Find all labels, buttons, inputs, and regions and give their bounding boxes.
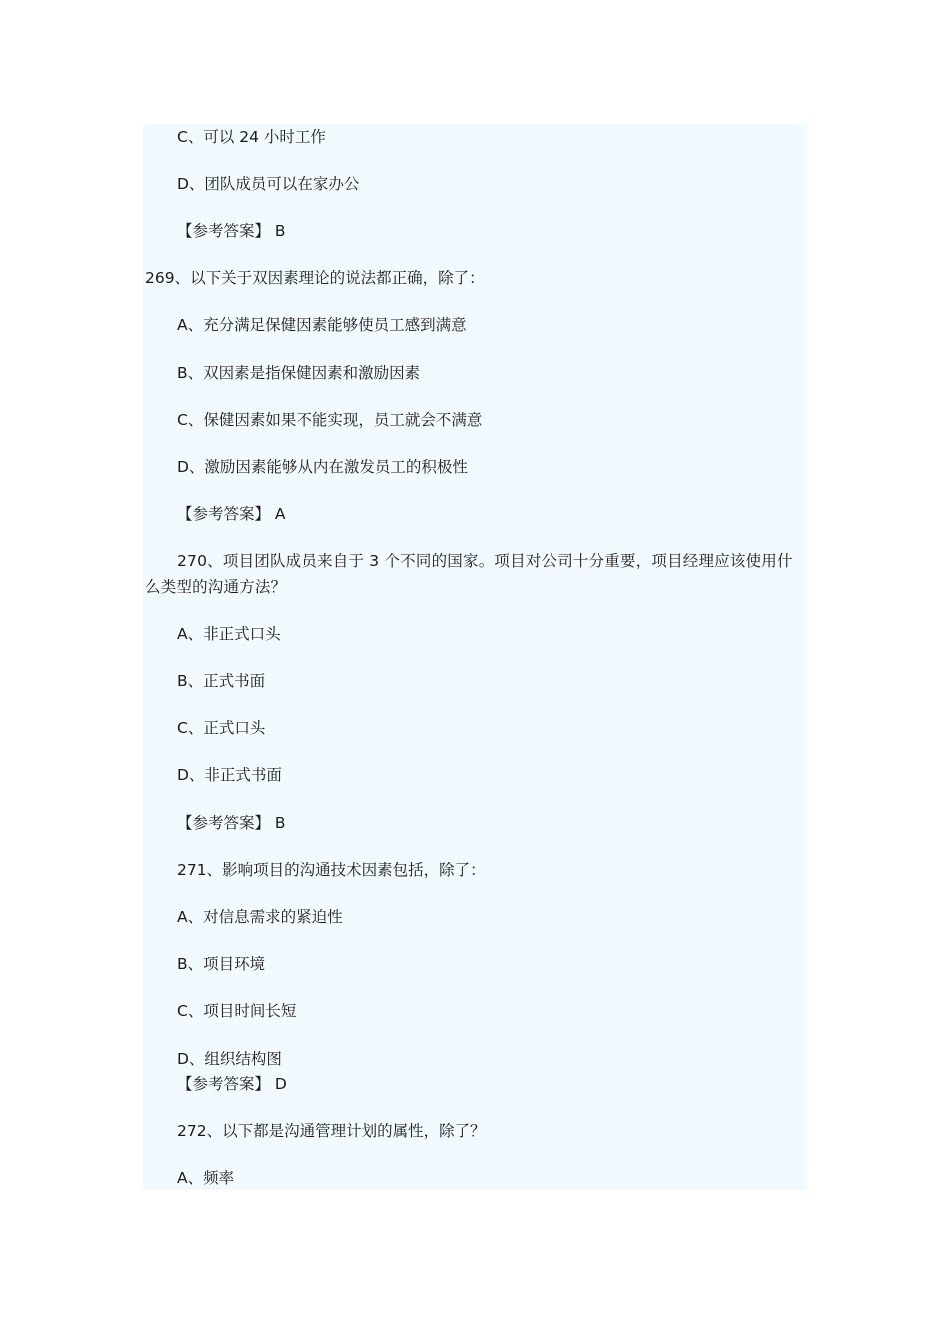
option-a: A、充分满足保健因素能够使员工感到满意 [177, 316, 467, 334]
question-272: 272、以下都是沟通管理计划的属性，除了？ [177, 1122, 486, 1140]
option-a: A、频率 [177, 1169, 235, 1187]
option-b: B、项目环境 [177, 955, 266, 973]
option-a: A、对信息需求的紧迫性 [177, 908, 343, 926]
answer-line: 【参考答案】 A [177, 505, 286, 523]
question-270: 270、项目团队成员来自于 3 个不同的国家。项目对公司十分重要，项目经理应该使用什么类型的沟通方法？ [145, 552, 793, 596]
option-c: C、正式口头 [177, 719, 266, 737]
option-d: D、非正式书面 [177, 766, 282, 784]
option-c: C、项目时间长短 [177, 1002, 297, 1020]
option-a: A、非正式口头 [177, 625, 281, 643]
option-b: B、双因素是指保健因素和激励因素 [177, 364, 421, 382]
question-271: 271、影响项目的沟通技术因素包括，除了： [177, 861, 486, 879]
answer-line: 【参考答案】 D [177, 1075, 287, 1093]
option-c: C、可以 24 小时工作 [177, 128, 326, 146]
answer-line: 【参考答案】 B [177, 222, 286, 240]
option-d: D、团队成员可以在家办公 [177, 175, 360, 193]
option-c: C、保健因素如果不能实现，员工就会不满意 [177, 411, 483, 429]
option-d: D、组织结构图 [177, 1050, 282, 1068]
question-269: 269、以下关于双因素理论的说法都正确，除了： [145, 269, 485, 287]
answer-line: 【参考答案】 B [177, 814, 286, 832]
option-d: D、激励因素能够从内在激发员工的积极性 [177, 458, 468, 476]
option-b: B、正式书面 [177, 672, 266, 690]
